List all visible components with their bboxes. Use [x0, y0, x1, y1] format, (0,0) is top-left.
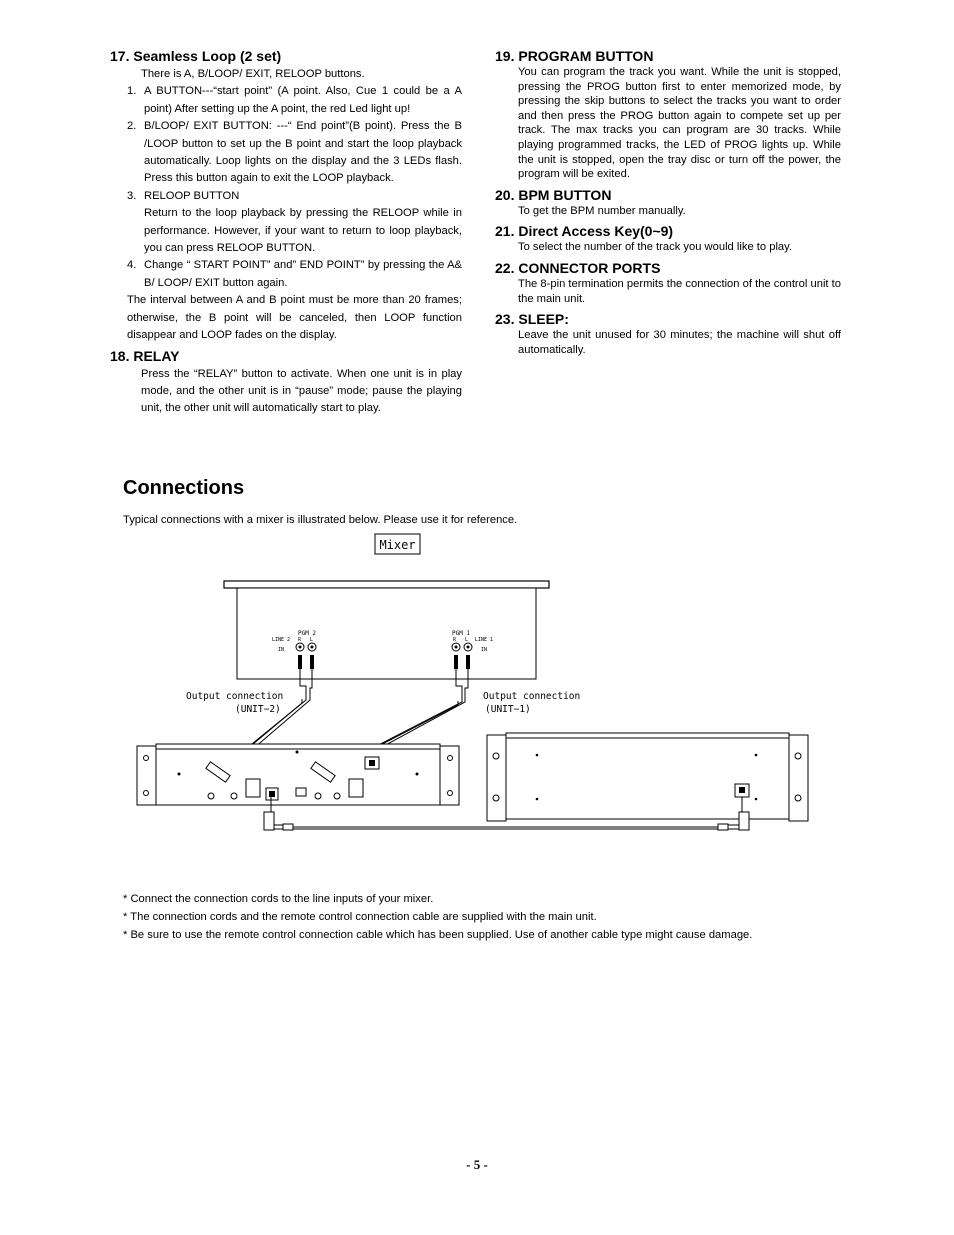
list-item-text: RELOOP BUTTON	[144, 189, 240, 202]
note-item: * The connection cords and the remote control connection cable are supplied with the main unit.	[123, 910, 597, 923]
page-number: - 5 -	[466, 1157, 488, 1172]
section-21-heading: 21. Direct Access Key(0~9)	[495, 223, 674, 240]
section-21-text: To select the number of the track you would like to play.	[518, 241, 793, 254]
output-connection-left-label: Output connection	[186, 691, 284, 702]
main-unit	[137, 744, 459, 805]
list-item-number: 4.	[127, 259, 137, 272]
note-item: * Be sure to use the remote control connection cable which has been supplied. Use of another cable type might cause damage.	[123, 928, 753, 941]
pgm2-label: PGM 2	[297, 630, 317, 637]
output-connection-right-unit: (UNIT−1)	[485, 704, 531, 715]
section-23-heading: 23. SLEEP:	[495, 311, 569, 328]
section-22-text: The 8-pin termination permits the connection of the control unit to the main unit.	[518, 277, 841, 305]
section-18-heading: 18. RELAY	[110, 347, 180, 364]
pgm1-label: PGM 1	[451, 630, 471, 637]
output-connection-right-label: Output connection	[483, 691, 581, 702]
section-17-note: The interval between A and B point must be more than 20 frames; otherwise, the B point will be canceled, then LOOP function disappear and LOOP fades on the display.	[127, 294, 462, 342]
l-label: L	[465, 637, 469, 643]
note-item: * Connect the connection cords to the line inputs of your mixer.	[123, 893, 434, 905]
line2-label: LINE 2	[271, 637, 291, 643]
connections-title: Connections	[123, 477, 245, 499]
connection-notes	[123, 891, 843, 944]
list-item-text: B/LOOP/ EXIT BUTTON: ---“ End point”(B point). Press the B /LOOP button to set up the B point and start the loop playback automatically. Loop lights on the display and the 3 LEDs flash. Press this button again to exit the LOOP playback.	[144, 120, 462, 185]
section-20-text: To get the BPM number manually.	[518, 204, 686, 217]
l-label: L	[310, 637, 314, 643]
section-22-heading: 22. CONNECTOR PORTS	[495, 259, 661, 276]
list-item-number: 2.	[127, 120, 137, 133]
section-19-text: You can program the track you want. While the unit is stopped, pressing the PROG button first to enter memorized mode, by pressing the skip buttons to select the tracks you want to order and then press the PROG button again to compete set up per track. The max tracks you can program are 30 tracks. While playing programmed tracks, the LED of PROG lights up. While the unit is stopped, open the tray disc or turn off the power, the program will be exited.	[518, 66, 841, 181]
section-18-text: Press the “RELAY” button to activate. When one unit is in play mode, and the other unit is in “pause” mode; pause the playing unit, the other unit will automatically start to play.	[141, 367, 462, 415]
list-item-text: A BUTTON---“start point” (A point. Also, Cue 1 could be a A point) After setting up the A point, the red Led light up!	[144, 85, 462, 115]
section-17-heading: 17. Seamless Loop (2 set)	[110, 48, 282, 64]
list-item-number: 1.	[127, 85, 137, 98]
section-23-text: Leave the unit unused for 30 minutes; the machine will shut off automatically.	[518, 329, 841, 356]
section-17-intro: There is A, B/LOOP/ EXIT, RELOOP buttons.	[141, 68, 365, 80]
list-item-text: Change “ START POINT” and” END POINT” by pressing the A& B/ LOOP/ EXIT button again.	[144, 259, 462, 289]
mixer-label: Mixer	[379, 538, 416, 552]
remote-unit	[487, 733, 808, 821]
output-connection-left-unit: (UNIT−2)	[235, 704, 281, 715]
list-item-number: 3.	[127, 189, 137, 202]
connections-intro: Typical connections with a mixer is illustrated below. Please use it for reference.	[123, 514, 518, 526]
in-label: IN	[480, 647, 488, 653]
r-label: R	[453, 637, 457, 643]
in-label: IN	[277, 647, 285, 653]
mixer-unit	[224, 581, 549, 679]
line1-label: LINE 1	[474, 637, 494, 643]
section-20-heading: 20. BPM BUTTON	[495, 186, 612, 203]
section-19-heading: 19. PROGRAM BUTTON	[495, 48, 654, 64]
r-label: R	[298, 637, 302, 643]
list-item-subtext: Return to the loop playback by pressing the RELOOP while in performance. However, if your want to return to loop playback, you can press RELOOP BUTTON.	[144, 207, 462, 255]
